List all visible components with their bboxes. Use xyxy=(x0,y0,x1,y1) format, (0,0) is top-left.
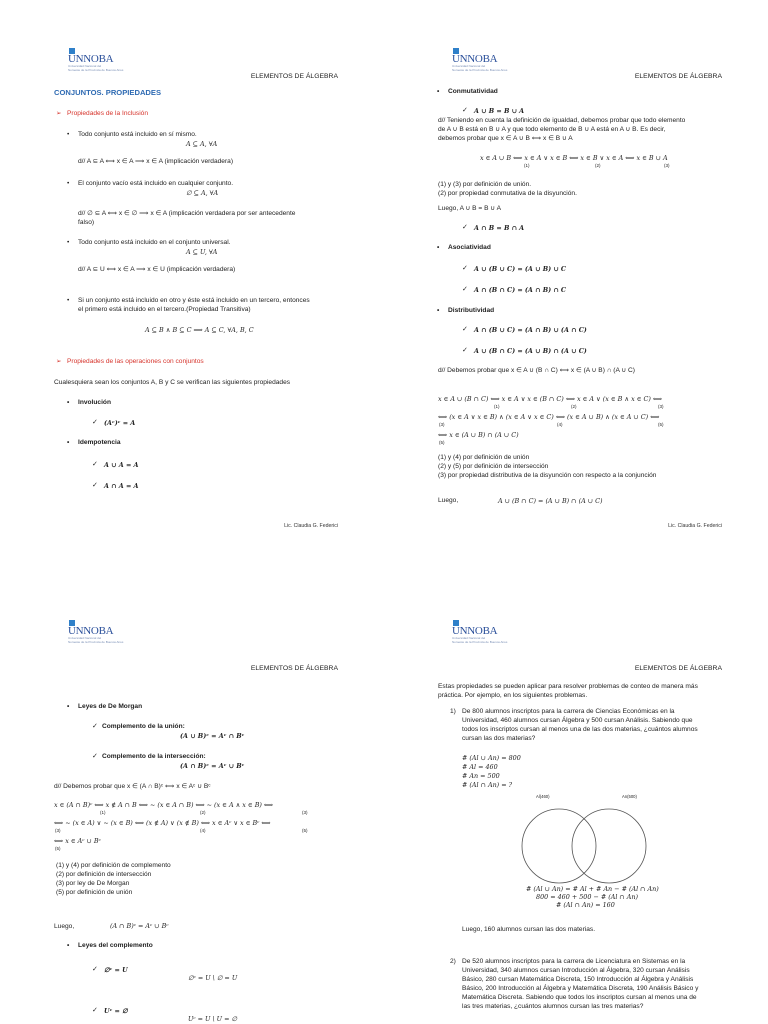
problem-text: Básico, 280 cursan Matemática Discreta, 150 Introducción al Álgebra y Análisis xyxy=(462,976,694,983)
check-icon: ✓ xyxy=(92,753,98,760)
logo-subtitle: Noroeste de la Provincia de Buenos Aires xyxy=(452,67,508,72)
slide-page-1 xyxy=(0,0,384,540)
step-mark: (4) xyxy=(200,828,206,833)
problem-number: 2) xyxy=(450,958,456,965)
step-mark: (3) xyxy=(55,828,61,833)
proof-line: debemos probar que x ∈ A ∪ B ⟺ x ∈ B ∪ A xyxy=(438,135,573,142)
check-icon: ✓ xyxy=(462,347,468,354)
step-mark: (2) xyxy=(200,810,206,815)
check-icon: ✓ xyxy=(462,326,468,333)
problem-text: Básico, 200 Introducción al Álgebra y Matemática Discreta, 190 Análisis Básico y xyxy=(462,985,699,992)
proof-line: d// Teniendo en cuenta la definición de igualdad, debemos probar que todo elemento xyxy=(438,117,686,124)
equation: 800 = 460 + 500 − # (Al ∩ An) xyxy=(536,893,639,901)
proof-line: de A ∪ B está en B ∪ A y que todo elemento de B ∪ A está en A ∪ B. Es decir, xyxy=(438,126,666,133)
check-icon: ✓ xyxy=(92,461,98,468)
logo-subtitle: Universidad Nacional del xyxy=(452,64,486,68)
logo-subtitle: Noroeste de la Provincia de Buenos Aires xyxy=(68,639,124,644)
problem-text: las tres materias, ¿cuántos alumnos cursan las tres materias? xyxy=(462,1003,644,1010)
note: (1) y (3) por definición de unión. xyxy=(438,181,532,188)
proof-line: d// ∅ ⊆ A ⟺ x ∈ ∅ ⟹ x ∈ A (implicación verdadera por ser antecedente xyxy=(78,210,296,217)
formula: (A ∪ B)ᶜ = Aᶜ ∩ Bᶜ xyxy=(180,732,245,740)
formula: A ∩ (B ∩ C) = (A ∩ B) ∩ C xyxy=(474,286,567,294)
property-name: • Idempotencia xyxy=(78,439,121,448)
proof-chain: ⟺ x ∈ (A ∪ B) ∩ (A ∪ C) xyxy=(438,431,519,439)
equation: # (Al ∩ An) = 160 xyxy=(556,901,615,909)
venn-label-analisis: An(500) xyxy=(622,794,637,799)
step-mark: (1) xyxy=(100,810,106,815)
note: (3) por propiedad distributiva de la disyunción con respecto a la conjunción xyxy=(438,472,657,479)
formula: ∅ ⊆ A, ∀A xyxy=(186,189,219,197)
step-mark: (4) xyxy=(557,422,563,427)
note: (2) por definición de intersección xyxy=(56,871,152,878)
logo-subtitle: Universidad Nacional del xyxy=(68,64,102,68)
proof-line: d// Debemos probar que x ∈ A ∪ (B ∩ C) ⟺ x ∈ (A ∪ B) ∩ (A ∪ C) xyxy=(438,367,635,374)
check-icon: ✓ xyxy=(462,107,468,114)
check-icon: ✓ xyxy=(92,723,98,730)
venn-label-algebra: Al(460) xyxy=(536,794,550,799)
section-title: CONJUNTOS. PROPIEDADES xyxy=(54,88,162,97)
step-mark: (5) xyxy=(302,828,308,833)
property-name: • Asociatividad xyxy=(448,244,491,253)
check-icon: ✓ xyxy=(92,419,98,426)
proof-chain: x ∈ A ∪ (B ∩ C) ⟺ x ∈ A ∨ x ∈ (B ∩ C) ⟺ x ∈ A ∨ (x ∈ B ∧ x ∈ C) ⟺ xyxy=(438,395,663,403)
page-footer: Lic. Claudia G. Federici xyxy=(668,522,722,529)
bullet-item: • El conjunto vacío está incluido en cualquier conjunto. xyxy=(78,180,233,189)
step-mark: (5) xyxy=(55,846,61,851)
step-mark: (3) xyxy=(302,810,308,815)
proof-chain: ⟺ ~ (x ∈ A) ∨ ~ (x ∈ B) ⟺ (x ∉ A) ∨ (x ∉ B) ⟺ x ∈ Aᶜ ∨ x ∈ Bᶜ ⟺ xyxy=(54,819,271,827)
proof-line: falso) xyxy=(78,219,95,226)
note: (2) y (5) por definición de intersección xyxy=(438,463,549,470)
logo-text: UNNOBA xyxy=(68,625,114,637)
page-header: ELEMENTOS DE ÁLGEBRA xyxy=(634,73,722,80)
note: (3) por ley de De Morgan xyxy=(56,880,130,887)
unnoba-logo xyxy=(452,620,507,644)
property-name: • Involución xyxy=(78,399,111,408)
bullet-item: • Todo conjunto está incluido en el conjunto universal. xyxy=(78,239,231,248)
step-mark: (3) xyxy=(439,422,445,427)
logo-subtitle: Noroeste de la Provincia de Buenos Aires xyxy=(68,67,124,72)
formula: A ∩ B = B ∩ A xyxy=(474,224,525,232)
data-line: # An = 500 xyxy=(462,772,500,780)
page-header: ELEMENTOS DE ÁLGEBRA xyxy=(250,73,338,80)
check-icon: ✓ xyxy=(462,224,468,231)
unnoba-logo xyxy=(452,48,507,72)
paragraph: Estas propiedades se pueden aplicar para resolver problemas de conteo de manera más xyxy=(438,683,698,690)
check-icon: ✓ xyxy=(462,286,468,293)
logo-text: UNNOBA xyxy=(452,625,498,637)
venn-circle-analisis xyxy=(572,809,646,883)
step-mark: (1) xyxy=(524,163,530,168)
slide-page-2 xyxy=(384,0,768,540)
formula: A ∪ A = A xyxy=(104,461,139,469)
unnoba-logo xyxy=(68,620,123,644)
conclusion-label: Luego, xyxy=(438,497,459,504)
page-header: ELEMENTOS DE ÁLGEBRA xyxy=(634,665,722,672)
problem-text: Matemática Discreta. Sabiendo que todos los inscriptos cursan al menos una de xyxy=(462,994,697,1001)
unnoba-logo xyxy=(68,48,123,72)
bullet-item-cont: el primero está incluido en el tercero.(Propiedad Transitiva) xyxy=(78,306,251,313)
page-footer: Lic. Claudia G. Federici xyxy=(284,522,338,529)
check-icon: ✓ xyxy=(462,265,468,272)
property-name: • Conmutatividad xyxy=(448,88,498,97)
formula: A ⊆ B ∧ B ⊆ C ⟹ A ⊆ C, ∀A, B, C xyxy=(145,326,254,334)
problem-text: Universidad, 340 alumnos cursan Introducción al Álgebra, 320 cursan Análisis xyxy=(462,967,690,974)
subsection-title: Propiedades de las operaciones con conjuntos xyxy=(67,358,204,365)
data-line: # (Al ∩ An) = ? xyxy=(462,781,513,789)
paragraph: práctica. Por ejemplo, en los siguientes problemas. xyxy=(438,692,588,699)
proof-chain: ⟺ (x ∈ A ∨ x ∈ B) ∧ (x ∈ A ∨ x ∈ C) ⟺ (x ∈ A ∪ B) ∧ (x ∈ A ∪ C) ⟺ xyxy=(438,413,660,421)
note: (5) por definición de unión xyxy=(56,889,133,896)
formula: A ∪ (B ∩ C) = (A ∪ B) ∩ (A ∪ C) xyxy=(474,347,587,355)
data-line: # Al = 460 xyxy=(462,763,498,771)
proof-chain: ⟺ x ∈ Aᶜ ∪ Bᶜ xyxy=(54,837,101,845)
formula: (Aᶜ)ᶜ = A xyxy=(104,419,136,427)
slide-page-4 xyxy=(384,560,768,1024)
page-header: ELEMENTOS DE ÁLGEBRA xyxy=(250,665,338,672)
problem-text: De 520 alumnos inscriptos para la carrera de Licenciatura en Sistemas en la xyxy=(462,958,686,965)
note: (1) y (4) por definición de complemento xyxy=(56,862,171,869)
check-icon: ✓ xyxy=(92,966,98,973)
answer: Luego, 160 alumnos cursan las dos materias. xyxy=(462,926,596,933)
data-line: # (Al ∪ An) = 800 xyxy=(462,754,521,762)
note: (1) y (4) por definición de unión xyxy=(438,454,530,461)
property-subtitle: Complemento de la unión: xyxy=(102,723,185,730)
problem-text: De 800 alumnos inscriptos para la carrera de Ciencias Económicas en la xyxy=(462,708,675,715)
problem-text: cursan las dos materias? xyxy=(462,735,536,742)
logo-text: UNNOBA xyxy=(68,53,114,65)
step-mark: (5) xyxy=(658,422,664,427)
venn-circle-algebra xyxy=(522,809,596,883)
step-mark: (2) xyxy=(595,163,601,168)
logo-subtitle: Noroeste de la Provincia de Buenos Aires xyxy=(452,639,508,644)
subsection-title: Propiedades de la Inclusión xyxy=(67,110,149,117)
bullet-item: • Todo conjunto está incluido en sí mismo. xyxy=(78,131,197,140)
formula: ∅ᶜ = U xyxy=(104,966,128,974)
slide-page-3 xyxy=(0,560,384,1024)
proof-line: d// A ⊆ A ⟺ x ∈ A ⟹ x ∈ A (implicación verdadera) xyxy=(78,158,234,165)
formula: A ⊆ A, ∀A xyxy=(186,140,218,148)
formula: A ⊆ U, ∀A xyxy=(186,248,218,256)
formula: ∅ᶜ = U \ ∅ = U xyxy=(188,974,238,982)
step-mark: (5) xyxy=(439,440,445,445)
step-mark: (2) xyxy=(571,404,577,409)
formula: A ∩ (B ∪ C) = (A ∩ B) ∪ (A ∩ C) xyxy=(474,326,587,334)
logo-text: UNNOBA xyxy=(452,53,498,65)
note: (2) por propiedad conmutativa de la disyunción. xyxy=(438,190,577,197)
conclusion: Luego, A ∪ B = B ∪ A xyxy=(438,205,501,212)
venn-diagram xyxy=(514,798,654,888)
step-mark: (3) xyxy=(664,163,670,168)
formula: (A ∩ B)ᶜ = Aᶜ ∪ Bᶜ xyxy=(180,762,245,770)
formula: (A ∩ B)ᶜ = Aᶜ ∪ Bᶜ xyxy=(110,922,169,930)
paragraph: Cualesquiera sean los conjuntos A, B y C se verifican las siguientes propiedades xyxy=(54,379,291,386)
arrow-bullet-icon: ➢ xyxy=(56,110,62,117)
check-icon: ✓ xyxy=(92,1007,98,1014)
proof-line: d// Debemos probar que x ∈ (A ∩ B)ᶜ ⟺ x ∈ Aᶜ ∪ Bᶜ xyxy=(54,783,211,790)
step-mark: (1) xyxy=(494,404,500,409)
arrow-bullet-icon: ➢ xyxy=(56,358,62,365)
formula: A ∪ (B ∪ C) = (A ∪ B) ∪ C xyxy=(474,265,567,273)
proof-line: d// A ⊆ U ⟺ x ∈ A ⟹ x ∈ U (implicación verdadera) xyxy=(78,266,236,273)
formula: Uᶜ = ∅ xyxy=(104,1007,128,1015)
problem-number: 1) xyxy=(450,708,456,715)
formula: A ∪ (B ∩ C) = (A ∪ B) ∩ (A ∪ C) xyxy=(498,497,603,505)
property-name: • Distributividad xyxy=(448,307,494,316)
equation: # (Al ∪ An) = # Al + # An − # (Al ∩ An) xyxy=(526,885,659,893)
formula: Uᶜ = U \ U = ∅ xyxy=(188,1015,238,1023)
logo-subtitle: Universidad Nacional del xyxy=(452,636,486,640)
logo-subtitle: Universidad Nacional del xyxy=(68,636,102,640)
formula: A ∪ B = B ∪ A xyxy=(474,107,525,115)
problem-text: todos los inscriptos cursan al menos una de las dos materias, ¿cuántos alumnos xyxy=(462,726,698,733)
formula: A ∩ A = A xyxy=(104,482,139,490)
property-name: • Leyes de De Morgan xyxy=(78,703,142,712)
property-subtitle: Complemento de la intersección: xyxy=(102,753,206,760)
proof-chain: x ∈ A ∪ B ⟺ x ∈ A ∨ x ∈ B ⟺ x ∈ B ∨ x ∈ A ⟺ x ∈ B ∪ A xyxy=(480,154,668,162)
step-mark: (3) xyxy=(658,404,664,409)
conclusion-label: Luego, xyxy=(54,923,75,930)
problem-text: Universidad, 460 alumnos cursan Álgebra y 500 cursan Análisis. Sabiendo que xyxy=(462,717,693,724)
property-name: • Leyes del complemento xyxy=(78,942,153,951)
check-icon: ✓ xyxy=(92,482,98,489)
proof-chain: x ∈ (A ∩ B)ᶜ ⟺ x ∉ A ∩ B ⟺ ~ (x ∈ A ∩ B) ⟺ ~ (x ∈ A ∧ x ∈ B) ⟺ xyxy=(54,801,274,809)
bullet-item: • Si un conjunto está incluido en otro y éste está incluido en un tercero, entonces xyxy=(78,297,310,306)
